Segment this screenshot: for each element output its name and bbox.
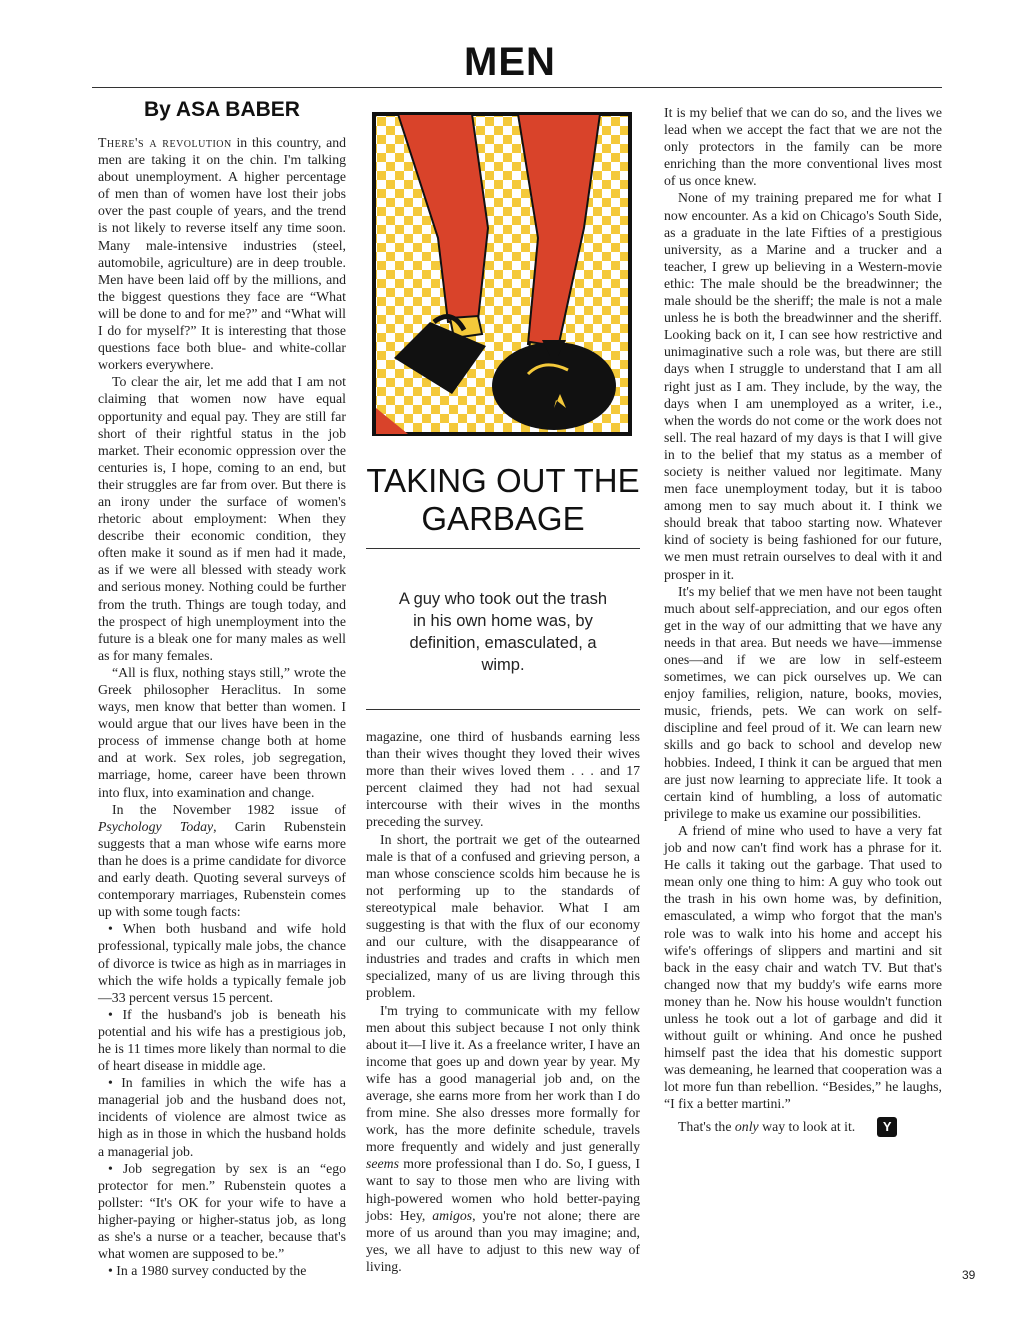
closing-line — [664, 1117, 942, 1137]
headline-rule — [366, 548, 640, 549]
bullet-item: • In families in which the wife has a managerial job and the husband does not, incidents of violence are almost twice as high as in those in which the husband holds a managerial job. — [98, 1075, 346, 1159]
paragraph — [98, 801, 346, 921]
emphasis: only — [734, 1118, 759, 1134]
paragraph: It's my belief that we men have not been taught much about self-appreciation, and our egos often get in the way of our admitting that we have any needs in that area. But needs we have—immense ones—and if we are low in self-esteem sometimes, we can pick ourselves up. We can enjoy families, religion, nature, books, movies, music, friends, pets. We can work on self-discipline and feel proud of it. We can learn new skills and go back to school and develop new hobbies. Indeed, I think it can be argued that men are just now learning to appreciate life. It took a certain kind of humbling, a loss of automatic privilege to make us examine our possibilities. — [664, 583, 942, 821]
paragraph: None of my training prepared me for what I now encounter. As a kid on Chicago's South Side, as a graduate in the late Fifties of a prestigious university, as a Marine and a trucker and a teacher, I grew up believing in a Western-movie ethic: The male should be the breadwinner; the male should be the sheriff; the male is not a male unless he is both the breadwinner and the sheriff. Looking back on it, I can see how restrictive and unimaginative such a role was, but there are still days when I struggle to understand that I am all right just as I am. They include, by the way, the days when I am unemployed as a writer, i.e., when the words do not come or the work does not sell. The real hazard of my days is that I will give in to the belief that my status as a member of society is neither valued nor legitimate. Many men face unemployment today, but it is taboo among men to say much about it. I think we should break that taboo starting now. Whatever kind of society is being fashioned for our future, we men must retrain ourselves to deal with it and prosper in it. — [664, 190, 942, 582]
top-rule — [92, 87, 942, 88]
paragraph-text: In the November 1982 issue of — [112, 801, 346, 817]
section-title: MEN — [464, 40, 556, 84]
bullet-item: • When both husband and wife hold professional, typically male jobs, the chance of divorce is twice as high as in marriages in which the wife holds a typically female job—33 percent versus 15 percent. — [98, 921, 346, 1005]
publication-title: Psychology Today — [98, 818, 214, 834]
paragraph-text: in this country, and men are taking it on the chin. I'm talking about unemployment. A higher percentage of men than of women have lost their jobs over the past couple of years, and the trend is not likely to reverse itself any time soon. Many male-intensive industries (steel, automobile, agriculture) are in deep trouble. Men have been laid off by the millions, and the biggest questions they face are “What will be done to and for me?” and “What will I do for myself?” It is interesting that those questions face both blue- and white-collar workers everywhere. — [98, 135, 346, 373]
paragraph-text: , you're not alone; there are more of us around than you may imagine; and, yes, we all have to adjust to this new way of living. — [366, 1207, 640, 1274]
paragraph — [98, 134, 346, 373]
column-2 — [366, 728, 640, 1275]
paragraph: To clear the air, let me add that I am not claiming that women now have equal opportunity and equal pay. They are still far short of their rightful status in the job market. Their economic oppression over the centuries is, I hope, coming to an end, but their struggles are far from over. But there is an irony under the surface of women's rhetoric about employment: When they describe their economic condition, they often make it sound as if men had it made, as if we were all blessed with steady work and serious money. Nothing could be further from the truth. Things are tough today, and the prospect of high unemployment into the future is a bleak one for many males as well as for many females. — [98, 374, 346, 663]
paragraph-text: That's the — [678, 1118, 735, 1134]
page-number: 39 — [962, 1268, 976, 1282]
column-3 — [664, 104, 942, 1137]
paragraph — [366, 1002, 640, 1276]
paragraph: It is my belief that we can do so, and the lives we lead when we accept the fact that we are not the only protectors in the family can be more enriching than the more conventional lives most of us once knew. — [664, 105, 942, 189]
lead-in: There's a revolution — [98, 135, 232, 150]
paragraph: A friend of mine who used to have a very fat job and now can't find work has a phrase for it. He calls it taking out the garbage. That used to mean only one thing to him: A guy who took out the trash in his own home was, by definition, emasculated, a wimp who forgot that the man's role was to walk into his home and accept his wife's offerings of slippers and martini and sit back in the easy chair and watch TV. But that's changed now that my buddy's wife earns more money than he. Now his house wouldn't function unless he took out a lot of garbage and did it without guilt or whining. And once he pushed himself past the idea that his domestic support was demeaning, he learned that cooperation was a lot more fun than rebellion. “Besides,” he laughs, “I fix a better martini.” — [664, 822, 942, 1112]
closing-text — [664, 1118, 855, 1135]
pull-quote-rule — [366, 709, 640, 710]
paragraph-text: I'm trying to communicate with my fellow men about this subject because I not only think about it—I live it. As a freelance writer, I have an income that goes up and down year by year. My wife has a good managerial job and, on the average, she earns more from her work than I do from mine. She also dresses more formally for work, has the more definite schedule, travels more frequently and widely and just generally — [366, 1002, 640, 1155]
bullet-item: • Job segregation by sex is an “ego protector for men.” Rubenstein quotes a pollster: “It's OK for your wife to have a higher-paying or higher-status job, as long as she's a nurse or a teacher, because that's what women are supposed to be.” — [98, 1160, 346, 1262]
illustration — [368, 108, 636, 440]
byline: By ASA BABER — [144, 98, 300, 121]
emphasis: seems — [366, 1156, 399, 1172]
paragraph-text: , Carin Rubenstein suggests that a man whose wife earns more than he does is a prime candidate for divorce and early death. Quoting several surveys of contemporary marriages, Rubenstein comes up with some tough facts: — [98, 818, 346, 920]
paragraph: magazine, one third of husbands earning less than their wives thought they loved their wives more than their wives loved them . . . and 17 percent claimed they had not had sexual intercourse with their wives in the months preceding the survey. — [366, 729, 640, 830]
bullet-item: • If the husband's job is beneath his potential and his wife has a prestigious job, he is 11 times more likely than normal to die of heart disease in middle age. — [98, 1006, 346, 1074]
emphasis: amigos — [432, 1207, 473, 1223]
paragraph-text: way to look at it. — [758, 1118, 856, 1134]
bullet-item: • In a 1980 survey conducted by the — [108, 1263, 307, 1279]
pull-quote: A guy who took out the trash in his own home was, by definition, emasculated, a wimp. — [398, 590, 608, 674]
column-1 — [98, 134, 346, 1279]
paragraph: “All is flux, nothing stays still,” wrote the Greek philosopher Heraclitus. In some ways, men know that better than women. I would argue that our lives have been in the process of immense change both at home and at work. Sex roles, job segregation, marriage, home, career have been thrown into flux, into examination and change. — [98, 664, 346, 800]
paragraph: In short, the portrait we get of the outearned male is that of a confused and grieving person, a man whose conscience scolds him because he is not performing up to the standards of stereotypical male behavior. What I am suggesting is that with the flux of our economy and our culture, with the disappearance of industries and trades and crafts in which men specialized, many of us are living through this problem. — [366, 831, 640, 1001]
headline: TAKING OUT THE GARBAGE — [366, 462, 640, 537]
end-mark-icon: Y — [877, 1117, 897, 1137]
paragraph-text: more professional than I do. So, I guess, I want to say to those men who are living with high-powered women who hold better-paying jobs: Hey, — [366, 1156, 640, 1223]
